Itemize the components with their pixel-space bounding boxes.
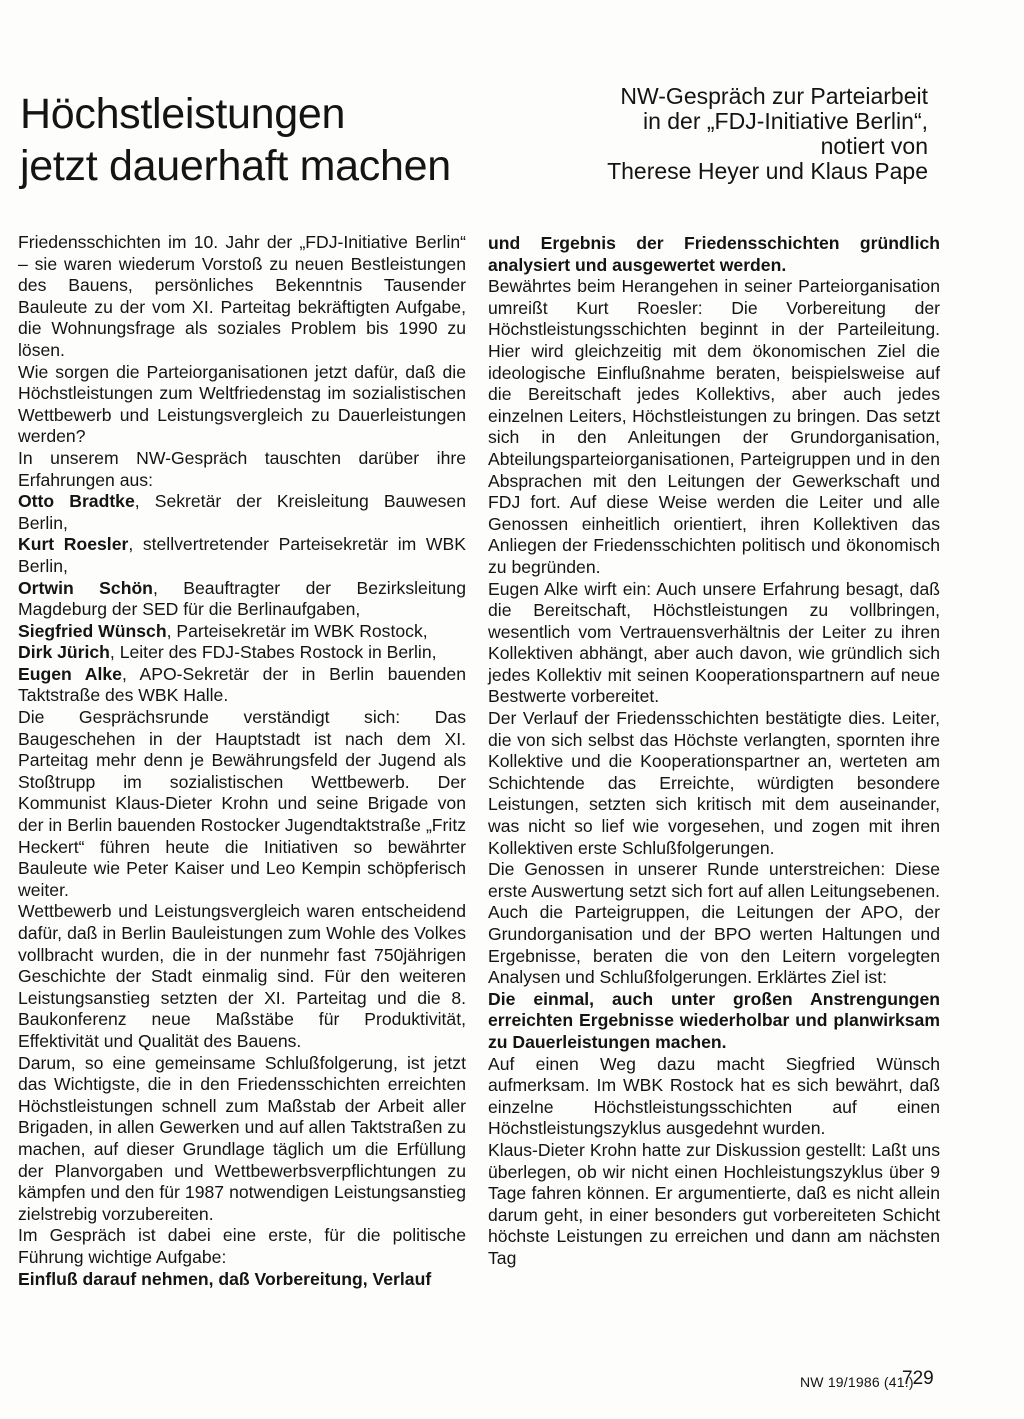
body-paragraph: Darum, so eine gemeinsame Schlußfolgerung, ist jetzt das Wichtigste, die in den Friedensschichten erreichten Höchstleistungen schnell zum Maßstab der Arbeit aller Brigaden, in allen Gewerken und auf allen Taktstraßen zu machen, auf dieser Grundlage täglich um die Erfüllung der Planvorgaben und Wettbewerbsverpflichtungen zu kämpfen und den für 1987 notwendigen Leistungsanstieg zielstrebig vorzubereiten. (18, 1052, 466, 1224)
body-paragraph: Auf einen Weg dazu macht Siegfried Wünsch aufmerksam. Im WBK Rostock hat es sich bewährt, daß einzelne Höchstleistungsschichten auf einen Höchstleistungszyklus ausgedehnt wurden. (488, 1053, 940, 1139)
question-paragraph: Wie sorgen die Parteiorganisationen jetzt dafür, daß die Höchstleistungen zum Weltfriedenstag im sozialistischen Wettbewerb und Leistungsvergleich zu Dauerleistungen werden? (18, 361, 466, 447)
participant-role: , Parteisekretär im WBK Rostock, (166, 620, 428, 641)
intro-paragraph: Friedensschichten im 10. Jahr der „FDJ-Initiative Berlin“ – sie waren wiederum Vorstoß zu neuen Bestleistungen des Bauens, persönliches Bekenntnis Tausender Bauleute zu der vom XI. Parteitag bekräftigten Aufgabe, die Wohnungsfrage als soziales Problem bis 1990 zu lösen. (18, 232, 466, 360)
right-column (488, 233, 940, 1270)
page-number: 729 (902, 1368, 934, 1389)
participant-entry (18, 534, 466, 577)
body-paragraph: Eugen Alke wirft ein: Auch unsere Erfahrung besagt, daß die Bereitschaft, Höchstleistungen zu vollbringen, wesentlich vom Vertrauensverhältnis der Leiter zu ihren Kollektiven abhängt, aber auch davon, wie gründlich sich jedes Kollektiv mit seinen Kooperationspartnern auf neue Bestwerte vorbereitet. (488, 578, 940, 707)
participant-entry (18, 578, 466, 621)
bold-thesis (18, 1269, 466, 1291)
body-paragraph: Der Verlauf der Friedensschichten bestätigte dies. Leiter, die von sich selbst das Höchste verlangten, spornten ihre Kollektive und die Kooperationspartner an, werteten am Schichtende das Erreichte, würdigten besondere Leistungen, setzten sich kritisch mit dem auseinander, was nicht so lief wie vorgesehen, und zogen mit ihren Kollektiven erste Schlußfolgerungen. (488, 708, 940, 858)
body-paragraph: Die Genossen in unserer Runde unterstreichen: Diese erste Auswertung setzt sich fort auf allen Leitungsebenen. Auch die Parteigruppen, die Leitungen der APO, der Grundorganisation und der BPO werten Haltungen und Ergebnisse, beraten die von den Leitern vorgelegten Analysen und Schlußfolgerungen. Erklärtes Ziel ist: (488, 859, 940, 988)
headline-line-1: Höchstleistungen (20, 90, 346, 138)
body-paragraph: Wettbewerb und Leistungsvergleich waren entscheidend dafür, daß in Berlin Bauleistungen zum Wohle des Volkes vollbracht wurden, die in der nunmehr fast 750jährigen Geschichte der Stadt einmalig sind. Für den weiteren Leistungsanstieg setzten der XI. Parteitag und die 8. Baukonferenz neue Maßstäbe für Produktivität, Effektivität und Qualität des Bauens. (18, 901, 466, 1051)
participant-role: , Beauftragter der Bezirksleitung Magdeburg der SED für die Berlinaufgaben, (18, 577, 466, 620)
participant-name: Siegfried Wünsch (18, 620, 167, 641)
article-headline (20, 88, 520, 192)
participant-role: , APO-Sekretär der in Berlin bauenden Taktstraße des WBK Halle. (18, 663, 466, 706)
subtitle-line-1: NW-Gespräch zur Parteiarbeit (620, 83, 928, 109)
participant-role: , Sekretär der Kreisleitung Bauwesen Berlin, (18, 491, 466, 533)
participant-entry (18, 664, 466, 707)
issue-reference: NW 19/1986 (41.) (800, 1374, 914, 1390)
bold-thesis (488, 989, 940, 1054)
subtitle-line-2: in der „FDJ-Initiative Berlin“, (642, 108, 928, 134)
participant-name: Dirk Jürich (18, 642, 110, 663)
left-column (18, 232, 466, 1290)
headline-line-2: jetzt dauerhaft machen (20, 142, 451, 190)
participant-name: Kurt Roesler (18, 534, 129, 555)
participant-role: , Leiter des FDJ-Stabes Rostock in Berlin, (109, 642, 437, 663)
body-paragraph: Die Gesprächsrunde verständigt sich: Das Baugeschehen in der Hauptstadt ist nach dem XI. Parteitag mehr denn je Bewährungsfeld der Jugend als Stoßtrupp im sozialistischen Wettbewerb. Der Kommunist Klaus-Dieter Krohn und seine Brigade von der in Berlin bauenden Rostocker Jugendtaktstraße „Fritz Heckert“ führen heute die Initiativen so bewährter Bauleute wie Peter Kaiser und Leo Kempin schöpferisch weiter. (18, 707, 466, 900)
participants-intro: In unserem NW-Gespräch tauschten darüber ihre Erfahrungen aus: (18, 447, 466, 490)
bold-thesis-text: Einfluß darauf nehmen, daß Vorbereitung, Verlauf (18, 1268, 432, 1289)
bold-thesis (488, 233, 940, 276)
article-subtitle (508, 84, 928, 184)
subtitle-line-3: notiert von (820, 133, 928, 159)
participant-entry (18, 642, 466, 664)
subtitle-line-4: Therese Heyer und Klaus Pape (607, 158, 928, 184)
body-paragraph: Bewährtes beim Herangehen in seiner Parteiorganisation umreißt Kurt Roesler: Die Vorbereitung der Höchstleistungsschichten beginnt in der Parteileitung. Hier wird gleichzeitig mit dem ökonomischen Ziel die ideologische Einflußnahme beraten, beispielsweise auf die Bereitschaft jedes Kollektivs, aber auch jedes einzelnen Leiters, Höchstleistungen zu bringen. Das setzt sich in den Anleitungen der Grundorganisation, Abteilungsparteiorganisationen, Parteigruppen und in den Absprachen mit den Leitungen der Gewerkschaft und FDJ fort. Auf diese Weise werden die Leiter und alle Genossen einheitlich orientiert, ihren Kollektiven das Anliegen der Friedensschichten politisch und ökonomisch zu begründen. (488, 276, 940, 577)
participant-name: Ortwin Schön (18, 577, 153, 598)
body-paragraph: Klaus-Dieter Krohn hatte zur Diskussion gestellt: Laßt uns überlegen, ob wir nicht einen Hochleistungszyklus über 9 Tage fahren können. Er argumentierte, daß es nicht allein darum geht, in einer besonders gut vorbereiteten Schicht höchste Leistungen zu erreichen und dann am nächsten Tag (488, 1139, 940, 1268)
participant-name: Eugen Alke (18, 663, 122, 684)
bold-thesis-text: Die einmal, auch unter großen Anstrengungen erreichten Ergebnisse wiederholbar und planwirksam zu Dauerleistungen machen. (488, 988, 940, 1052)
participant-entry (18, 621, 466, 643)
participant-name: Otto Bradtke (18, 491, 135, 512)
participant-entry (18, 491, 466, 534)
bold-thesis-text: und Ergebnis der Friedensschichten gründlich analysiert und ausgewertet werden. (488, 233, 940, 275)
participant-role: , stellvertretender Parteisekretär im WBK Berlin, (18, 534, 466, 576)
body-paragraph: Im Gespräch ist dabei eine erste, für die politische Führung wichtige Aufgabe: (18, 1225, 466, 1267)
